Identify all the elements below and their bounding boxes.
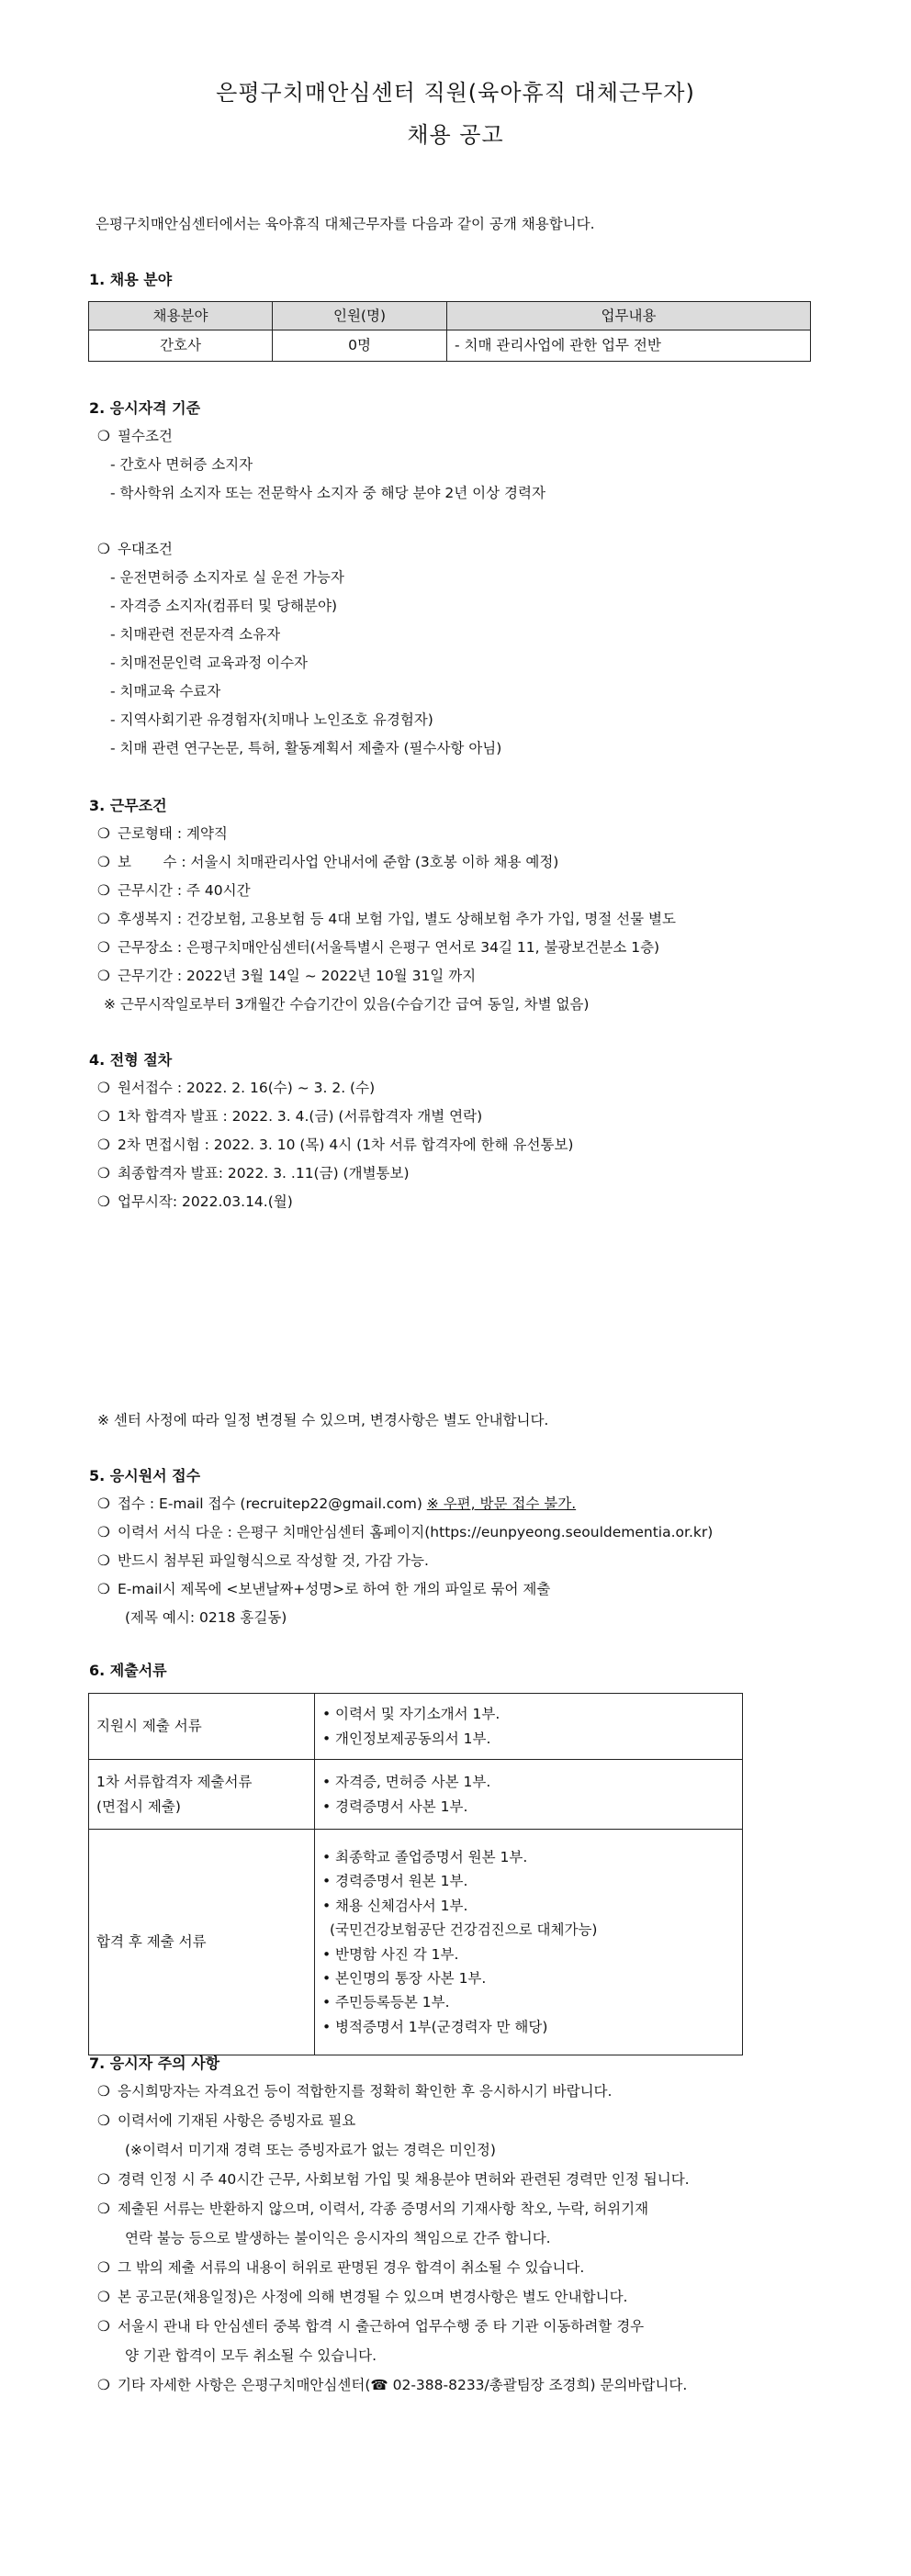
section-heading-procedure: 4. 전형 절차 <box>89 1051 173 1069</box>
list-item: ❍ 서울시 관내 타 안심센터 중복 합격 시 출근하여 업무수행 중 타 기관 이동하려할 경우 <box>97 2317 644 2335</box>
list-item: ❍ 이력서 서식 다운 : 은평구 치매안심센터 홈페이지(https://eunpyeong.seouldementia.or.kr) <box>97 1523 713 1541</box>
section-heading-qualifications: 2. 응시자격 기준 <box>89 399 201 417</box>
list-item: ❍ 근무시간 : 주 40시간 <box>97 881 251 900</box>
list-item: • 최종학교 졸업증명서 원본 1부. <box>322 1845 735 1869</box>
list-item: (국민건강보험공단 건강검진으로 대체가능) <box>330 1921 598 1939</box>
list-item: • 주민등록등본 1부. <box>322 1990 735 2014</box>
list-item: ❍ 본 공고문(채용일정)은 사정에 의해 변경될 수 있으며 변경사항은 별도 안내합니다. <box>97 2288 627 2306</box>
preferred-title: ❍ 우대조건 <box>97 540 173 558</box>
table-cell: 0명 <box>273 330 447 362</box>
table-cell <box>315 1694 743 1760</box>
section-heading-notes: 7. 응시자 주의 사항 <box>89 2055 220 2072</box>
section-heading-recruit-field: 1. 채용 분야 <box>89 271 173 288</box>
list-item: - 지역사회기관 유경험자(치매나 노인조호 유경험자) <box>110 711 433 728</box>
list-item: ❍ 이력서에 기재된 사항은 증빙자료 필요 <box>97 2111 355 2130</box>
list-item: • 병적증명서 1부(군경력자 만 해당) <box>322 2015 735 2039</box>
list-item-sub: (※이력서 미기재 경력 또는 증빙자료가 없는 경력은 미인정) <box>125 2142 496 2158</box>
list-item: - 간호사 면허증 소지자 <box>110 456 253 473</box>
list-item: • 반명함 사진 각 1부. <box>322 1943 735 1966</box>
table-cell: 합격 후 제출 서류 <box>89 1830 315 2055</box>
documents-table <box>88 1693 743 2055</box>
conditions-note: ※ 근무시작일로부터 3개월간 수습기간이 있음(수습기간 급여 동일, 차별 없음) <box>104 996 590 1013</box>
section-heading-application: 5. 응시원서 접수 <box>89 1467 201 1484</box>
list-item: - 치매관련 전문자격 소유자 <box>110 626 281 643</box>
list-item: - 치매교육 수료자 <box>110 683 221 700</box>
list-item: ❍ 1차 합격자 발표 : 2022. 3. 4.(금) (서류합격자 개별 연락) <box>97 1107 482 1126</box>
list-item: ❍ 기타 자세한 사항은 은평구치매안심센터(☎ 02-388-8233/총괄팀장 조경희) 문의바랍니다. <box>97 2376 687 2394</box>
required-title: ❍ 필수조건 <box>97 427 173 445</box>
list-item-example: (제목 예시: 0218 홍길동) <box>125 1609 287 1626</box>
list-item: ❍ 후생복지 : 건강보험, 고용보험 등 4대 보험 가입, 별도 상해보험 추가 가입, 명절 선물 별도 <box>97 910 676 928</box>
list-item-cont: 양 기관 합격이 모두 취소될 수 있습니다. <box>125 2347 377 2364</box>
list-item: ❍ 근무기간 : 2022년 3월 14일 ~ 2022년 10월 31일 까지 <box>97 967 476 985</box>
list-item: ❍ 경력 인정 시 주 40시간 근무, 사회보험 가입 및 채용분야 면허와 관련된 경력만 인정 됩니다. <box>97 2170 690 2189</box>
list-item: • 경력증명서 원본 1부. <box>322 1869 735 1893</box>
list-item: ❍ 접수 : E-mail 접수 (recruitep22@gmail.com) ※ 우편, 방문 접수 불가. <box>97 1495 576 1513</box>
list-item: - 치매 관련 연구논문, 특허, 활동계획서 제출자 (필수사항 아님) <box>110 740 502 756</box>
list-item: ❍ 근무장소 : 은평구치매안심센터(서울특별시 은평구 연서로 34길 11, 불광보건분소 1층) <box>97 938 659 957</box>
table-cell: - 치매 관리사업에 관한 업무 전반 <box>447 330 811 362</box>
list-item: ❍ 2차 면접시험 : 2022. 3. 10 (목) 4시 (1차 서류 합격자에 한해 유선통보) <box>97 1136 573 1154</box>
schedule-note: ※ 센터 사정에 따라 일정 변경될 수 있으며, 변경사항은 별도 안내합니다. <box>97 1412 549 1428</box>
list-item: • 경력증명서 사본 1부. <box>322 1795 735 1819</box>
table-row <box>89 1760 743 1830</box>
section-heading-documents: 6. 제출서류 <box>89 1662 167 1679</box>
list-item: ❍ 원서접수 : 2022. 2. 16(수) ~ 3. 2. (수) <box>97 1079 375 1097</box>
list-item: - 자격증 소지자(컴퓨터 및 당해분야) <box>110 598 338 614</box>
table-cell: 지원시 제출 서류 <box>89 1694 315 1760</box>
list-item: • 채용 신체검사서 1부. <box>322 1894 735 1918</box>
page-title: 은평구치매안심센터 직원(육아휴직 대체근무자) <box>216 80 695 106</box>
list-item: ❍ 그 밖의 제출 서류의 내용이 허위로 판명된 경우 합격이 취소될 수 있습니다. <box>97 2258 584 2277</box>
list-item-cont: 연락 불능 등으로 발생하는 불이익은 응시자의 책임으로 간주 합니다. <box>125 2230 551 2246</box>
list-item: ❍ 반드시 첨부된 파일형식으로 작성할 것, 가감 가능. <box>97 1551 429 1570</box>
list-item: ❍ 보 수 : 서울시 치매관리사업 안내서에 준함 (3호봉 이하 채용 예정) <box>97 853 558 871</box>
page-subtitle: 채용 공고 <box>407 122 504 148</box>
list-item: ❍ E-mail시 제목에 <보낸날짜+성명>로 하여 한 개의 파일로 묶어 제출 <box>97 1580 550 1598</box>
list-item: • 본인명의 통장 사본 1부. <box>322 1966 735 1990</box>
list-item: • 자격증, 면허증 사본 1부. <box>322 1770 735 1794</box>
table-header: 인원(명) <box>273 302 447 330</box>
table-row <box>89 330 811 362</box>
table-header: 업무내용 <box>447 302 811 330</box>
table-row <box>89 1830 743 2055</box>
section-heading-conditions: 3. 근무조건 <box>89 797 167 814</box>
intro-text: 은평구치매안심센터에서는 육아휴직 대체근무자를 다음과 같이 공개 채용합니다. <box>96 216 595 232</box>
list-item: ❍ 근로형태 : 계약직 <box>97 824 228 843</box>
no-mail-notice: ※ 우편, 방문 접수 불가. <box>426 1495 577 1512</box>
list-item: ❍ 제출된 서류는 반환하지 않으며, 이력서, 각종 증명서의 기재사항 착오, 누락, 허위기재 <box>97 2200 648 2218</box>
list-item: - 운전면허증 소지자로 실 운전 가능자 <box>110 569 344 586</box>
list-item: • 개인정보제공동의서 1부. <box>322 1727 735 1751</box>
table-row <box>89 1694 743 1760</box>
table-cell: 간호사 <box>89 330 273 362</box>
list-item: ❍ 응시희망자는 자격요건 등이 적합한지를 정확히 확인한 후 응시하시기 바랍니다. <box>97 2082 612 2100</box>
list-item: ❍ 최종합격자 발표: 2022. 3. .11(금) (개별통보) <box>97 1164 410 1182</box>
table-cell <box>315 1760 743 1830</box>
table-cell: 1차 서류합격자 제출서류 (면접시 제출) <box>89 1760 315 1830</box>
list-item: • 이력서 및 자기소개서 1부. <box>322 1702 735 1726</box>
table-header: 채용분야 <box>89 302 273 330</box>
list-item: ❍ 업무시작: 2022.03.14.(월) <box>97 1193 293 1211</box>
recruit-table <box>88 301 811 362</box>
list-item: - 학사학위 소지자 또는 전문학사 소지자 중 해당 분야 2년 이상 경력자 <box>110 485 545 501</box>
list-item: - 치매전문인력 교육과정 이수자 <box>110 655 309 671</box>
table-cell <box>315 1830 743 2055</box>
